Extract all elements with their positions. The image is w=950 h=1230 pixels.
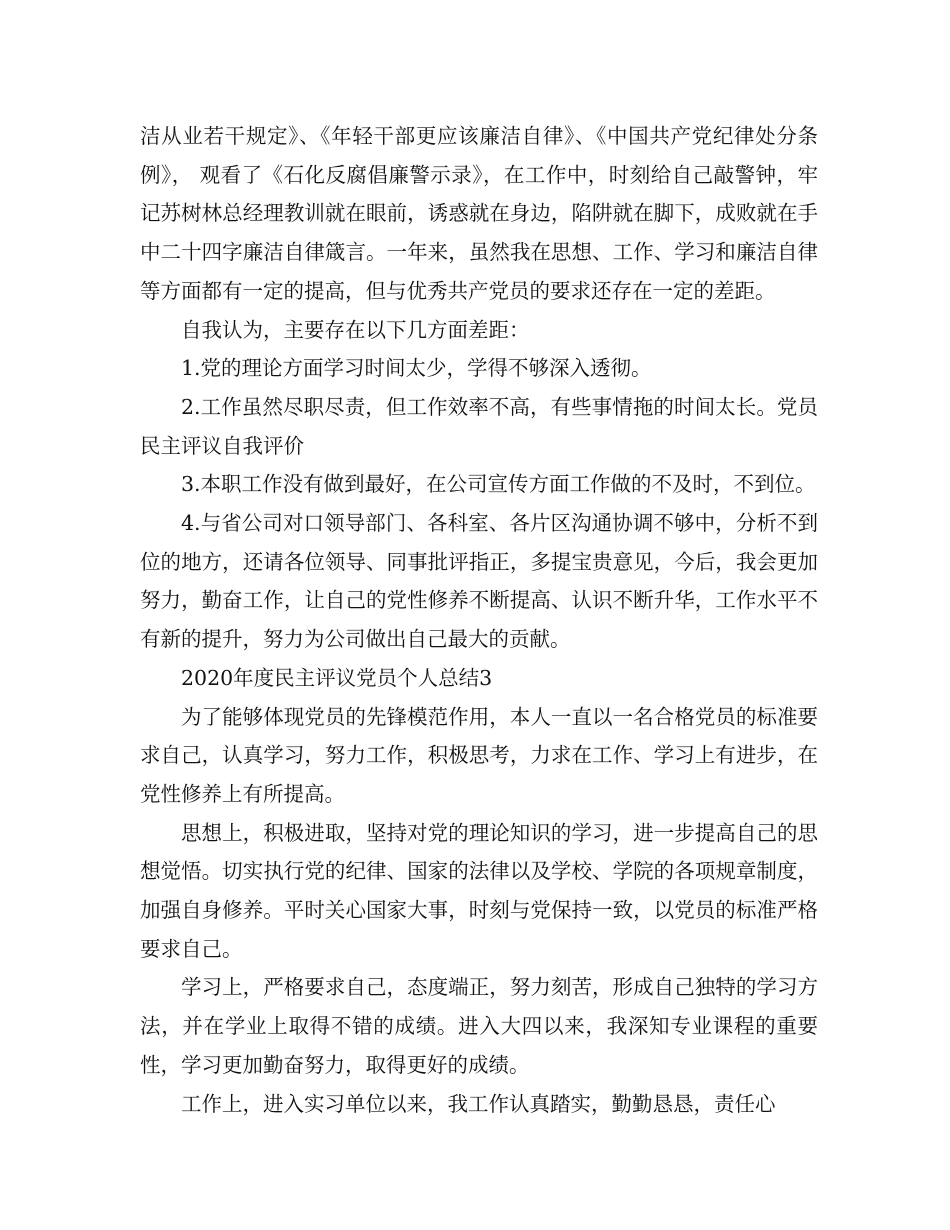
document-body (140, 117, 818, 1123)
paragraph-gap-3: 3.本职工作没有做到最好，在公司宣传方面工作做的不及时，不到位。 (181, 472, 816, 497)
paragraph-study: 学习上，严格要求自己，态度端正，努力刻苦，形成自己独特的学习方法，并在学业上取得不错的成绩。进入大四以来，我深知专业课程的重要性，学习更加勤奋努力，取得更好的成绩。 (140, 975, 818, 1077)
paragraph-gap-1: 1.党的理论方面学习时间太少，学得不够深入透彻。 (181, 356, 652, 381)
paragraph-gap-2: 2.工作虽然尽职尽责，但工作效率不高，有些事情拖的时间太长。党员民主评议自我评价 (140, 394, 818, 458)
paragraph-thought: 思想上，积极进取，坚持对党的理论知识的学习，进一步提高自己的思想觉悟。切实执行党的纪律、国家的法律以及学校、学院的各项规章制度，加强自身修养。平时关心国家大事，时刻与党保持一致，以党员的标准严格要求自己。 (140, 820, 818, 961)
paragraph-gap-4: 4.与省公司对口领导部门、各科室、各片区沟通协调不够中，分析不到位的地方，还请各位领导、同事批评指正，多提宝贵意见，今后，我会更加努力，勤奋工作，让自己的党性修养不断提高、认识不断升华，工作水平不有新的提升，努力为公司做出自己最大的贡献。 (140, 511, 818, 652)
section-heading: 2020年度民主评议党员个人总结3 (181, 665, 493, 690)
paragraph-work: 工作上，进入实习单位以来，我工作认真踏实，勤勤恳恳，责任心 (181, 1091, 776, 1116)
paragraph-gaps-intro: 自我认为，主要存在以下几方面差距： (181, 317, 530, 342)
paragraph-vanguard: 为了能够体现党员的先锋模范作用，本人一直以一名合格党员的标准要求自己，认真学习，努力工作，积极思考，力求在工作、学习上有进步，在党性修养上有所提高。 (140, 704, 818, 806)
paragraph-discipline-study: 洁从业若干规定》、《年轻干部更应该廉洁自律》、《中国共产党纪律处分条例》， 观看了《石化反腐倡廉警示录》，在工作中，时刻给自己敲警钟，牢记苏树林总经理教训就在眼前，诱惑就在身边，陷阱就在脚下，成败就在手中二十四字廉洁自律箴言。一年来，虽然我在思想、工作、学习和廉洁自律等方面都有一定的提高，但与优秀共产党员的要求还存在一定的差距。 (140, 124, 818, 303)
